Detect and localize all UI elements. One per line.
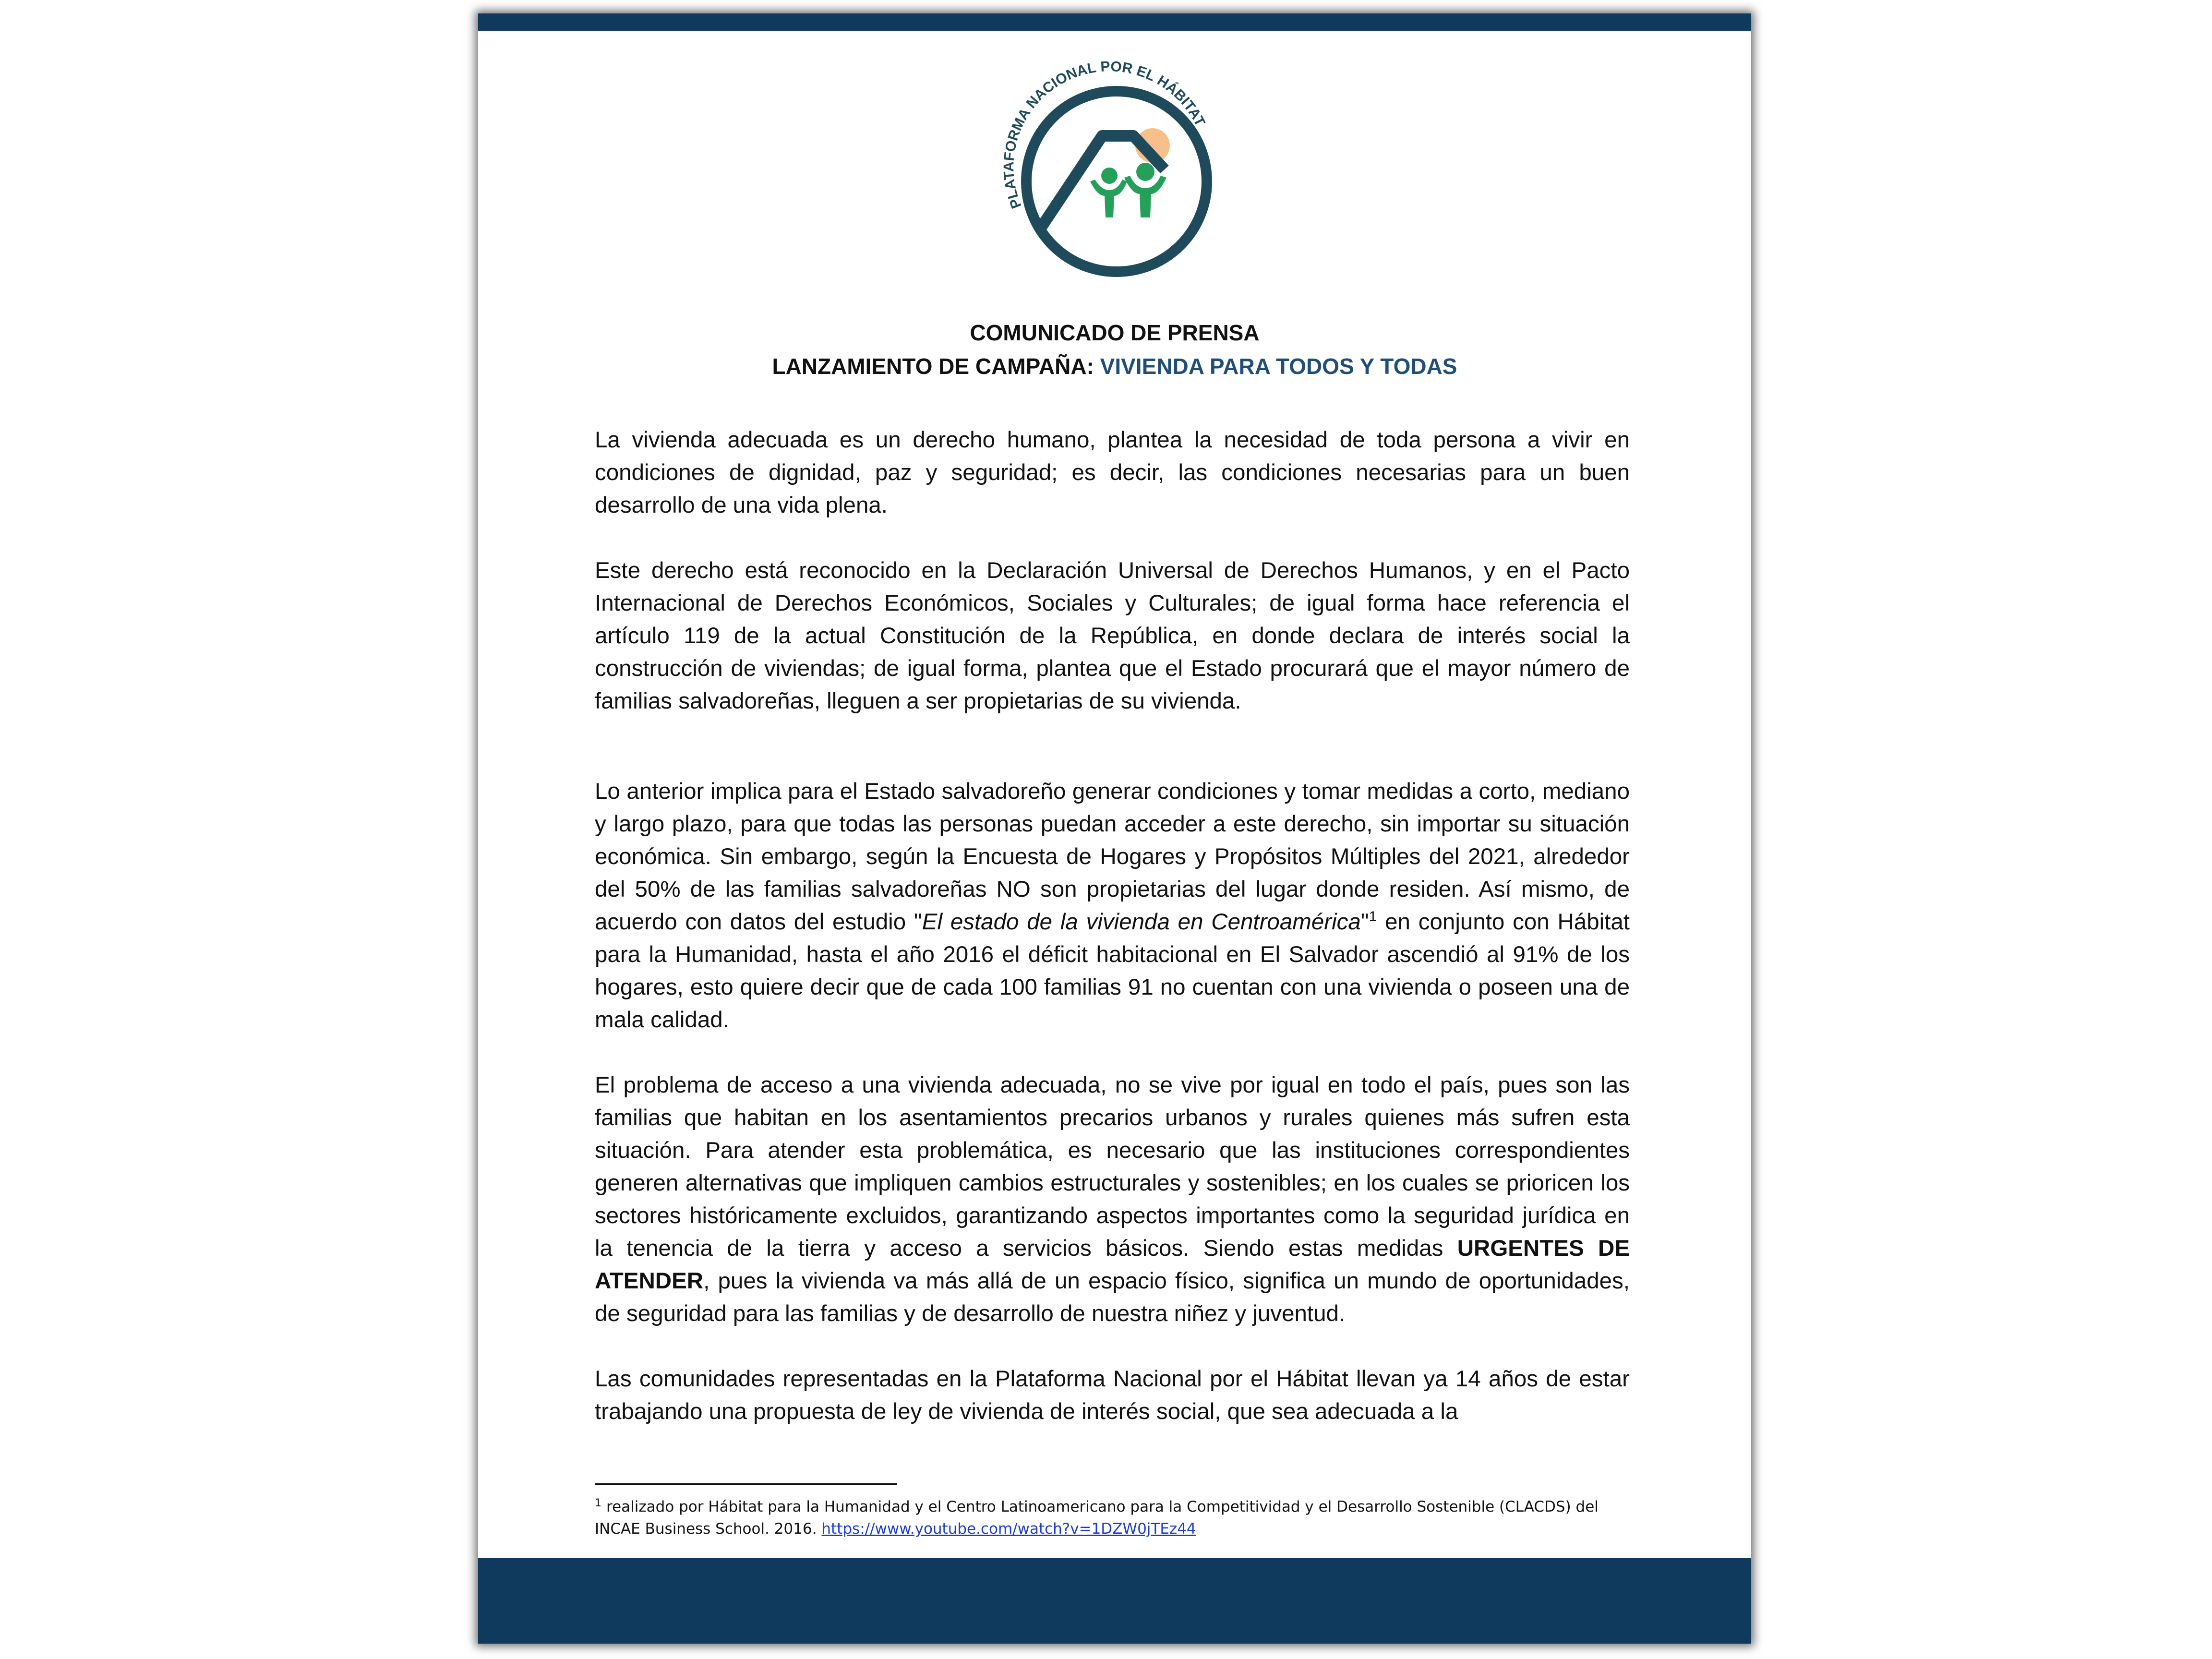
people-icon	[1090, 163, 1166, 217]
bottom-color-band	[478, 1558, 1751, 1644]
heading-line-2	[478, 349, 1751, 383]
footnote	[595, 1496, 1630, 1540]
paragraph-4-text-b: , pues la vivienda va más allá de un espacio físico, significa un mundo de oportunidades, de seguridad para las familias y de desarrollo de nuestra niñez y juventud.	[595, 1268, 1630, 1326]
paragraph-3-text-b: en conjunto con Hábitat para la Humanidad, hasta el año 2016 el déficit habitacional en El Salvador ascendió al 91% de los hogares, esto quiere decir que de cada 100 familias 91 no cuentan con una vivienda o poseen una de mala calidad.	[595, 909, 1630, 1033]
urgent-emphasis: URGENTES DE ATENDER	[595, 1236, 1630, 1294]
closing-quote: "	[1360, 909, 1369, 935]
paragraph-2: Este derecho está reconocido en la Declaración Universal de Derechos Humanos, y en el Pacto Internacional de Derechos Económicos, Sociales y Culturales; de igual forma hace referencia el artículo 119 de la actual Constitución de la República, en donde declara de interés social la construcción de viviendas; de igual forma, plantea que el Estado procurará que el mayor número de familias salvadoreñas, lleguen a ser propietarias de su vivienda.	[595, 558, 1630, 714]
top-color-band	[478, 13, 1751, 31]
footnote-number: 1	[595, 1497, 601, 1509]
study-title: El estado de la vivienda en Centroamérica	[922, 909, 1361, 935]
logo-graphic	[987, 52, 1237, 301]
logo-ring	[1026, 91, 1207, 272]
heading-prefix: LANZAMIENTO DE CAMPAÑA:	[772, 354, 1100, 379]
paragraph-1: La vivienda adecuada es un derecho humano, plantea la necesidad de toda persona a vivir en condiciones de dignidad, paz y seguridad; es decir, las condiciones necesarias para un buen desarrollo de una vida plena.	[595, 427, 1630, 518]
footnote-ref: 1	[1369, 909, 1377, 925]
paragraph-4	[595, 1069, 1630, 1330]
body-text	[595, 424, 1630, 1428]
footnote-separator	[595, 1483, 897, 1485]
paragraph-3-text-a: Lo anterior implica para el Estado salvadoreño generar condiciones y tomar medidas a corto, mediano y largo plazo, para que todas las personas puedan acceder a este derecho, sin importar su situación económica. Sin embargo, según la Encuesta de Hogares y Propósitos Múltiples del 2021, alrededor del 50% de las familias salvadoreñas NO son propietarias del lugar donde residen. Así mismo, de acuerdo con datos del estudio "	[595, 779, 1630, 935]
footnote-link[interactable]: https://www.youtube.com/watch?v=1DZW0jTEz44	[821, 1520, 1196, 1538]
press-release-heading	[478, 316, 1751, 383]
paragraph-5: Las comunidades representadas en la Plataforma Nacional por el Hábitat llevan ya 14 años de estar trabajando una propuesta de ley de vivienda de interés social, que sea adecuada a la	[595, 1366, 1630, 1424]
paragraph-4-text-a: El problema de acceso a una vivienda adecuada, no se vive por igual en todo el país, pues son las familias que habitan en los asentamientos precarios urbanos y rurales quienes más sufren esta situación. Para atender esta problemática, es necesario que las instituciones correspondientes generen alternativas que impliquen cambios estructurales y sostenibles; en los cuales se prioricen los sectores históricamente excluidos, garantizando aspectos importantes como la seguridad jurídica en la tenencia de la tierra y acceso a servicios básicos. Siendo estas medidas	[595, 1072, 1630, 1261]
logo-text: PLATAFORMA NACIONAL POR EL HÁBITAT	[1001, 59, 1208, 211]
plataforma-logo	[987, 52, 1237, 301]
heading-line-1: COMUNICADO DE PRENSA	[970, 320, 1260, 345]
campaign-name: VIVIENDA PARA TODOS Y TODAS	[1100, 354, 1457, 379]
document-page	[478, 13, 1751, 1644]
paragraph-3	[595, 775, 1630, 1036]
footnote-text: realizado por Hábitat para la Humanidad y el Centro Latinoamericano para la Competitividad y el Desarrollo Sostenible (CLACDS) del INCAE Business School. 2016.	[595, 1498, 1599, 1538]
